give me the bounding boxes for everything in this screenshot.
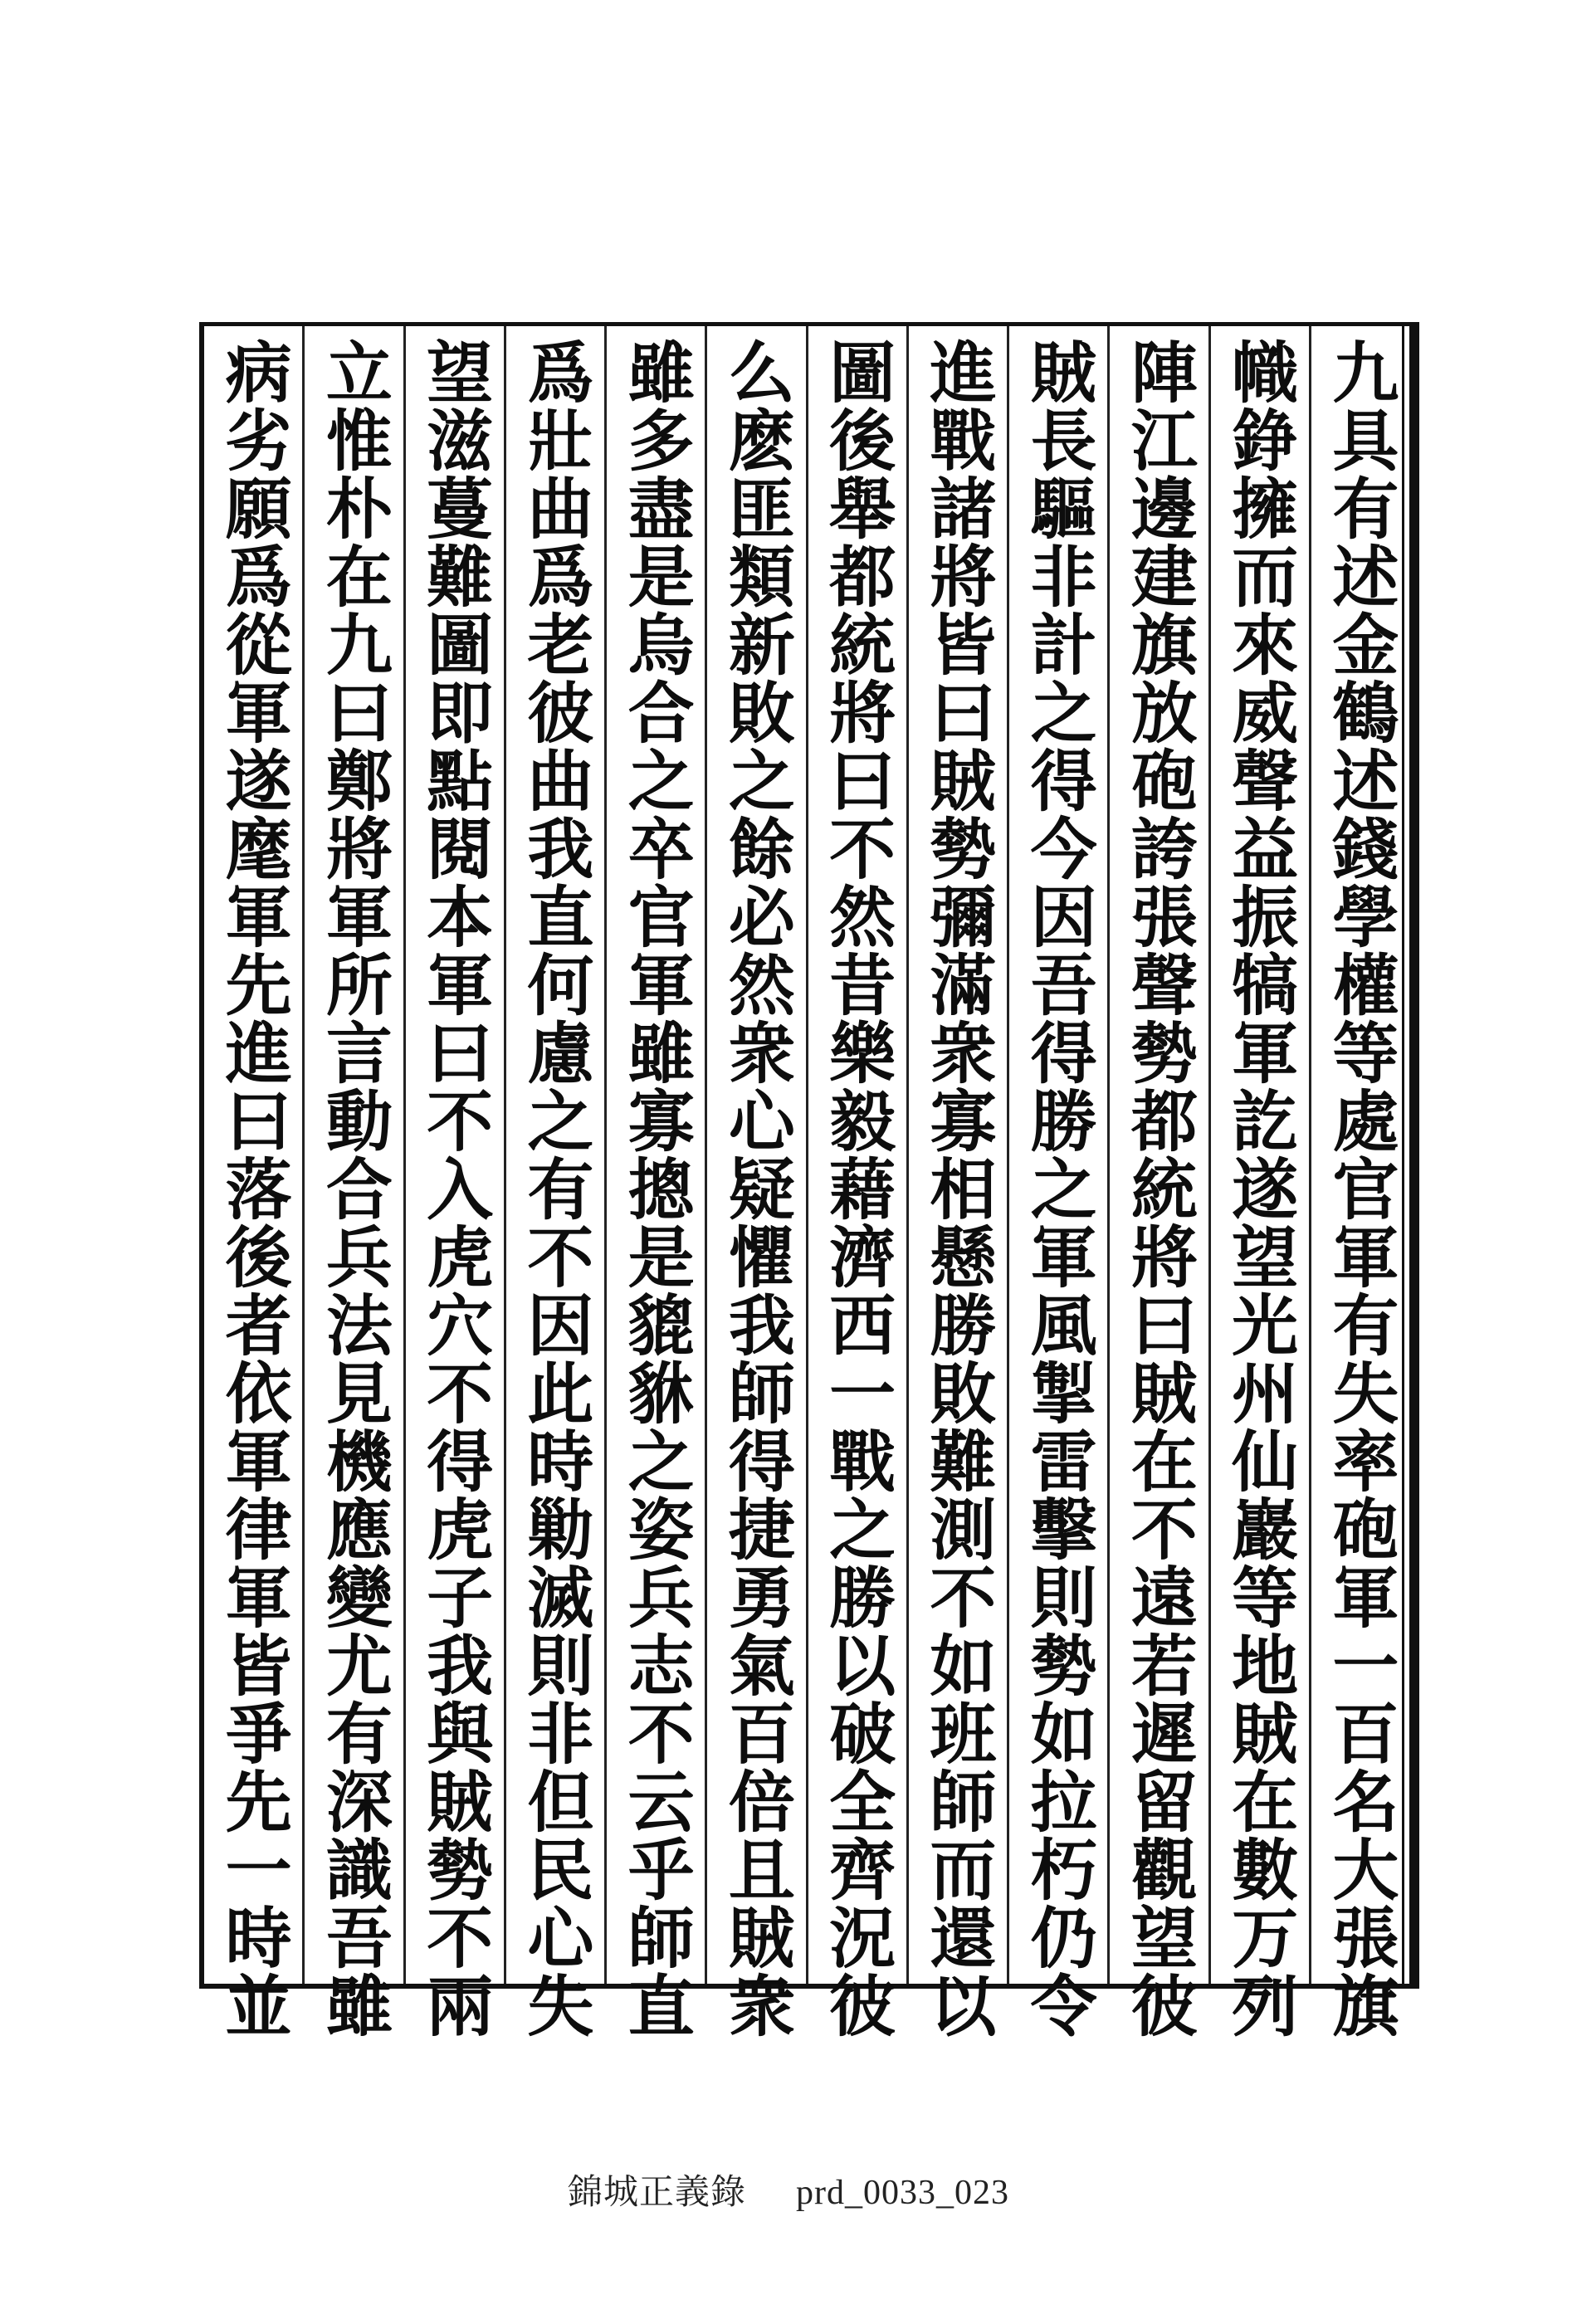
column-text: 爲壯曲爲老彼曲我直何慮之有不因此時勦滅則非但民心失 [515, 338, 594, 2039]
page-caption [0, 2165, 1577, 2214]
text-block-frame [199, 322, 1419, 2039]
column-text: 幟錚擁而來威聲益振犒軍訖遂望光州仙巖等地賊在數万列 [1220, 338, 1299, 2039]
text-column [604, 326, 705, 2039]
text-columns [204, 326, 1409, 2039]
column-text: 雖多盡是烏合之卒官軍雖寡摠是貔貅之姿兵志不云乎師直 [617, 338, 696, 2039]
column-text: 圖後舉都統將曰不然昔樂毅藉濟西一戰之勝以破全齊況彼 [818, 338, 896, 2039]
text-column [504, 326, 604, 2039]
column-text: 陣江邊建旗放砲誇張聲勢都統將曰賊在不遠若遲留觀望彼 [1120, 338, 1199, 2039]
column-text: 病劣願爲從軍遂麾軍先進曰落後者依軍律軍皆爭先一時並 [214, 338, 293, 2039]
text-column [1309, 326, 1409, 2039]
column-text: 么麽匪類新敗之餘必然衆心疑懼我師得捷勇氣百倍且賊衆 [717, 338, 796, 2039]
column-text: 望滋蔓難圖即點閱本軍曰不入虎穴不得虎子我與賊勢不兩 [415, 338, 494, 2039]
text-column [906, 326, 1007, 2039]
text-column [806, 326, 906, 2039]
text-column [1007, 326, 1107, 2039]
text-column [204, 326, 302, 2039]
text-column [1107, 326, 1208, 2039]
text-column [302, 326, 403, 2039]
column-text: 九具有述金鶴述錢學權等處官軍有失率砲軍一百名大張旗 [1321, 338, 1399, 2039]
column-text: 賊長驅非計之得今因吾得勝之軍風掣雷擊則勢如拉朽仍令 [1019, 338, 1098, 2039]
column-text: 立惟朴在九曰鄭將軍所言動合兵法見機應變尤有深識吾雖 [315, 338, 393, 2039]
text-column [705, 326, 805, 2039]
caption-title: 錦城正義錄 [567, 2174, 746, 2212]
column-text: 進戰諸將皆曰賊勢彌滿衆寡相懸勝敗難測不如班師而還以 [918, 338, 997, 2039]
caption-code: prd_0033_023 [796, 2174, 1009, 2212]
text-column [1208, 326, 1309, 2039]
text-column [403, 326, 504, 2039]
